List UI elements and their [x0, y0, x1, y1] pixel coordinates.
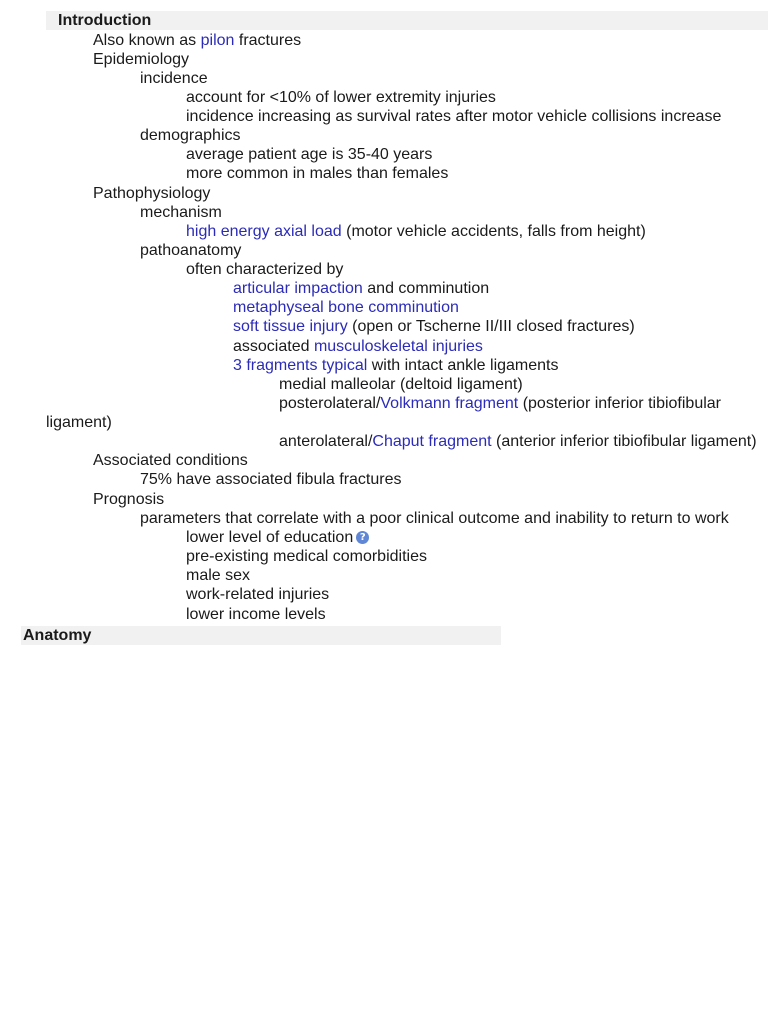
list-item — [279, 432, 757, 451]
section-title-introduction: Introduction — [58, 12, 152, 29]
link-soft-tissue-injury[interactable]: soft tissue injury — [233, 318, 348, 335]
list-item — [233, 279, 489, 298]
section-title-anatomy: Anatomy — [23, 627, 92, 644]
anterolateral-text: (anterior inferior tibiofibular ligament) — [491, 433, 757, 450]
subheading-demographics: demographics — [140, 127, 241, 144]
posterolateral-text: (posterior inferior tibiofibular — [518, 395, 721, 412]
heading-prognosis: Prognosis — [93, 491, 165, 508]
aka-prefix: Also known as — [93, 32, 201, 49]
help-icon[interactable]: ? — [356, 531, 369, 544]
section-header-introduction[interactable] — [46, 11, 768, 30]
link-high-energy-axial-load[interactable]: high energy axial load — [186, 223, 342, 240]
list-item — [93, 31, 301, 50]
list-item: work-related injuries — [186, 586, 330, 603]
list-item — [279, 394, 721, 413]
list-item: average patient age is 35-40 years — [186, 146, 433, 163]
list-item: male sex — [186, 567, 251, 584]
posterolateral-prefix: posterolateral/ — [279, 395, 381, 412]
list-item: lower income levels — [186, 606, 326, 623]
list-item: incidence increasing as survival rates after motor vehicle collisions increase — [186, 108, 722, 125]
list-item: parameters that correlate with a poor clinical outcome and inability to return to work — [140, 510, 729, 527]
link-pilon[interactable]: pilon — [200, 32, 235, 49]
list-item: account for <10% of lower extremity injuries — [186, 89, 496, 106]
aka-suffix: fractures — [234, 32, 302, 49]
mechanism-text: (motor vehicle accidents, falls from height) — [341, 223, 646, 240]
heading-pathophysiology: Pathophysiology — [93, 185, 211, 202]
link-articular-impaction[interactable]: articular impaction — [233, 280, 363, 297]
list-item: often characterized by — [186, 261, 344, 278]
link-chaput-fragment[interactable]: Chaput fragment — [372, 433, 492, 450]
anterolateral-prefix: anterolateral/ — [279, 433, 373, 450]
fragments-text: with intact ankle ligaments — [367, 357, 559, 374]
list-item: pre-existing medical comorbidities — [186, 548, 427, 565]
articular-text: and comminution — [362, 280, 490, 297]
list-item-wrap: ligament) — [46, 414, 112, 431]
list-item — [233, 337, 483, 356]
heading-epidemiology: Epidemiology — [93, 51, 190, 68]
list-item: more common in males than females — [186, 165, 449, 182]
link-musculoskeletal-injuries[interactable]: musculoskeletal injuries — [313, 338, 483, 355]
list-item: medial malleolar (deltoid ligament) — [279, 376, 523, 393]
list-item — [233, 298, 459, 317]
list-item — [186, 528, 369, 547]
subheading-incidence: incidence — [140, 70, 208, 87]
subheading-mechanism: mechanism — [140, 204, 222, 221]
link-3-fragments-typical[interactable]: 3 fragments typical — [233, 357, 368, 374]
link-volkmann-fragment[interactable]: Volkmann fragment — [380, 395, 519, 412]
link-metaphyseal-bone-comminution[interactable]: metaphyseal bone comminution — [233, 299, 459, 316]
section-header-anatomy[interactable] — [21, 626, 501, 645]
soft-tissue-text: (open or Tscherne II/III closed fractures) — [347, 318, 635, 335]
associated-text: associated — [233, 338, 314, 355]
prognosis-education: lower level of education — [186, 529, 354, 546]
list-item — [233, 317, 635, 336]
subheading-pathoanatomy: pathoanatomy — [140, 242, 242, 259]
list-item: 75% have associated fibula fractures — [140, 471, 402, 488]
list-item — [233, 356, 558, 375]
heading-associated-conditions: Associated conditions — [93, 452, 248, 469]
list-item — [186, 222, 646, 241]
